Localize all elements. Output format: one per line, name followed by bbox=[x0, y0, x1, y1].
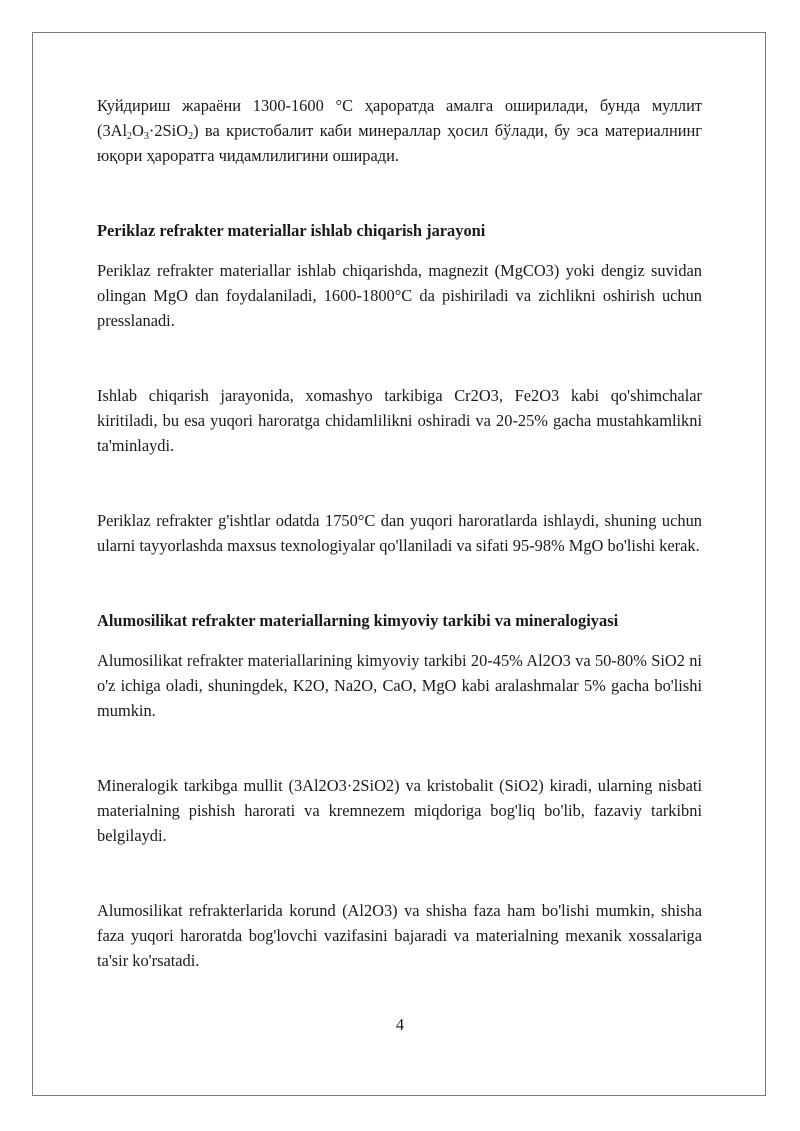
paragraph: Alumosilikat refrakterlarida korund (Al2O3) va shisha faza ham bo'lishi mumkin, shisha faza yuqori haroratda bog'lovchi vazifasini bajaradi va materialning mexanik xossalariga ta'sir ko'rsatadi. bbox=[97, 901, 702, 970]
paragraph: Alumosilikat refrakter materiallarining kimyoviy tarkibi 20-45% Al2O3 va 50-80% SiO2 ni o'z ichiga oladi, shuningdek, K2O, Na2O, CaO, MgO kabi aralashmalar 5% gacha bo'lishi mumkin. bbox=[97, 651, 702, 720]
paragraph: Mineralogik tarkibga mullit (3Al2O3·2SiO2) va kristobalit (SiO2) kiradi, ularning nisbati materialning pishish harorati va kremnezem miqdoriga bog'liq bo'lib, fazaviy tarkibni belgilaydi. bbox=[97, 776, 702, 845]
paragraph: Periklaz refrakter g'ishtlar odatda 1750°C dan yuqori haroratlarda ishlaydi, shuning uchun ularni tayyorlashda maxsus texnologiyalar qo'llaniladi va sifati 95-98% MgO bo'lishi kerak. bbox=[97, 511, 702, 555]
section-heading-alumosilikat: Alumosilikat refrakter materiallarning kimyoviy tarkibi va mineralogiyasi bbox=[97, 611, 619, 630]
document-body bbox=[97, 93, 702, 973]
paragraph: Ishlab chiqarish jarayonida, xomashyo tarkibiga Cr2O3, Fe2O3 kabi qo'shimchalar kiritiladi, bu esa yuqori haroratga chidamlilikni oshiradi va 20-25% gacha mustahkamlikni ta'minlaydi. bbox=[97, 386, 702, 455]
intro-paragraph: Куйдириш жараёни 1300-1600 °С ҳароратда амалга оширилади, бунда муллит $(3Al_2O_3\cdot 2SiO_2)$ ва кристобалит каби минераллар ҳосил бўлади, бу эса материалнинг юқори ҳароратга чидамлилигини оширади. bbox=[97, 96, 702, 165]
section-heading-periklaz: Periklaz refrakter materiallar ishlab chiqarish jarayoni bbox=[97, 221, 486, 240]
page-number: 4 bbox=[395, 1015, 405, 1034]
paragraph: Periklaz refrakter materiallar ishlab chiqarishda, magnezit (MgCO3) yoki dengiz suvidan olingan MgO dan foydalaniladi, 1600-1800°C da pishiriladi va zichlikni oshirish uchun presslanadi. bbox=[97, 261, 702, 330]
